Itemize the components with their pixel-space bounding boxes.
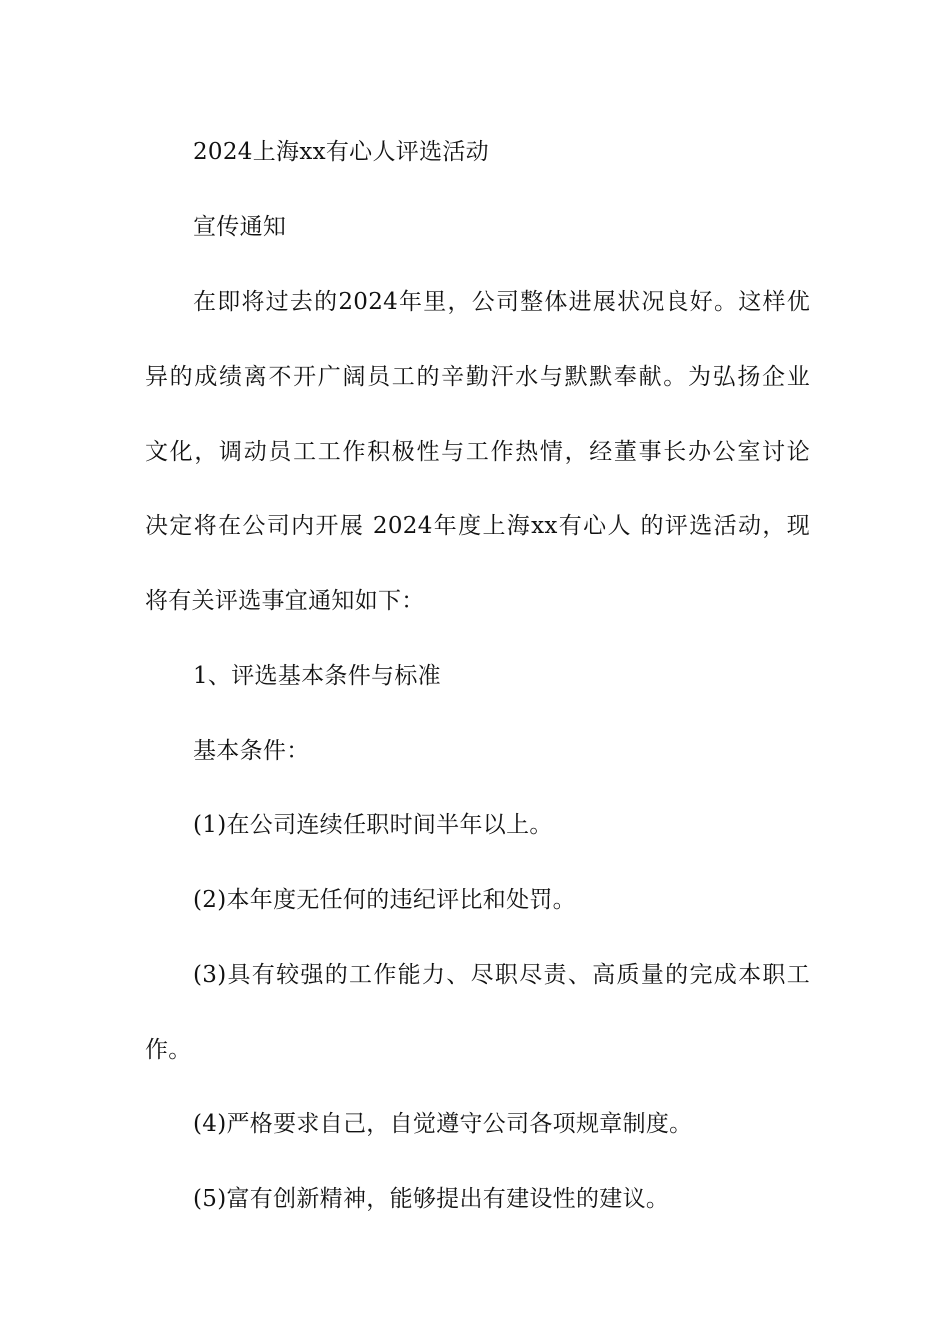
condition-item: (4)严格要求自己，自觉遵守公司各项规章制度。 xyxy=(193,1111,693,1137)
subsection-heading: 基本条件： xyxy=(193,738,310,764)
condition-item: (1)在公司连续任职时间半年以上。 xyxy=(193,812,553,838)
condition-item: (3)具有较强的工作能力、尽职尽责、高质量的完成本职工 xyxy=(193,962,810,988)
intro-paragraph-line: 决定将在公司内开展 2024年度上海xx有心人 的评选活动，现 xyxy=(145,513,810,539)
intro-paragraph-line: 在即将过去的2024年里，公司整体进展状况良好。这样优 xyxy=(193,289,810,315)
section-heading: 1、评选基本条件与标准 xyxy=(193,663,441,689)
intro-paragraph-line: 文化，调动员工工作积极性与工作热情，经董事长办公室讨论 xyxy=(145,439,810,465)
document-title: 2024上海xx有心人评选活动 xyxy=(193,139,489,165)
condition-item: (2)本年度无任何的违纪评比和处罚。 xyxy=(193,887,576,913)
document-subtitle: 宣传通知 xyxy=(193,214,287,240)
intro-paragraph-line: 异的成绩离不开广阔员工的辛勤汗水与默默奉献。为弘扬企业 xyxy=(145,364,810,390)
intro-paragraph-line: 将有关评选事宜通知如下： xyxy=(145,588,425,614)
condition-item-continued: 作。 xyxy=(145,1037,192,1063)
condition-item: (5)富有创新精神，能够提出有建设性的建议。 xyxy=(193,1186,670,1212)
